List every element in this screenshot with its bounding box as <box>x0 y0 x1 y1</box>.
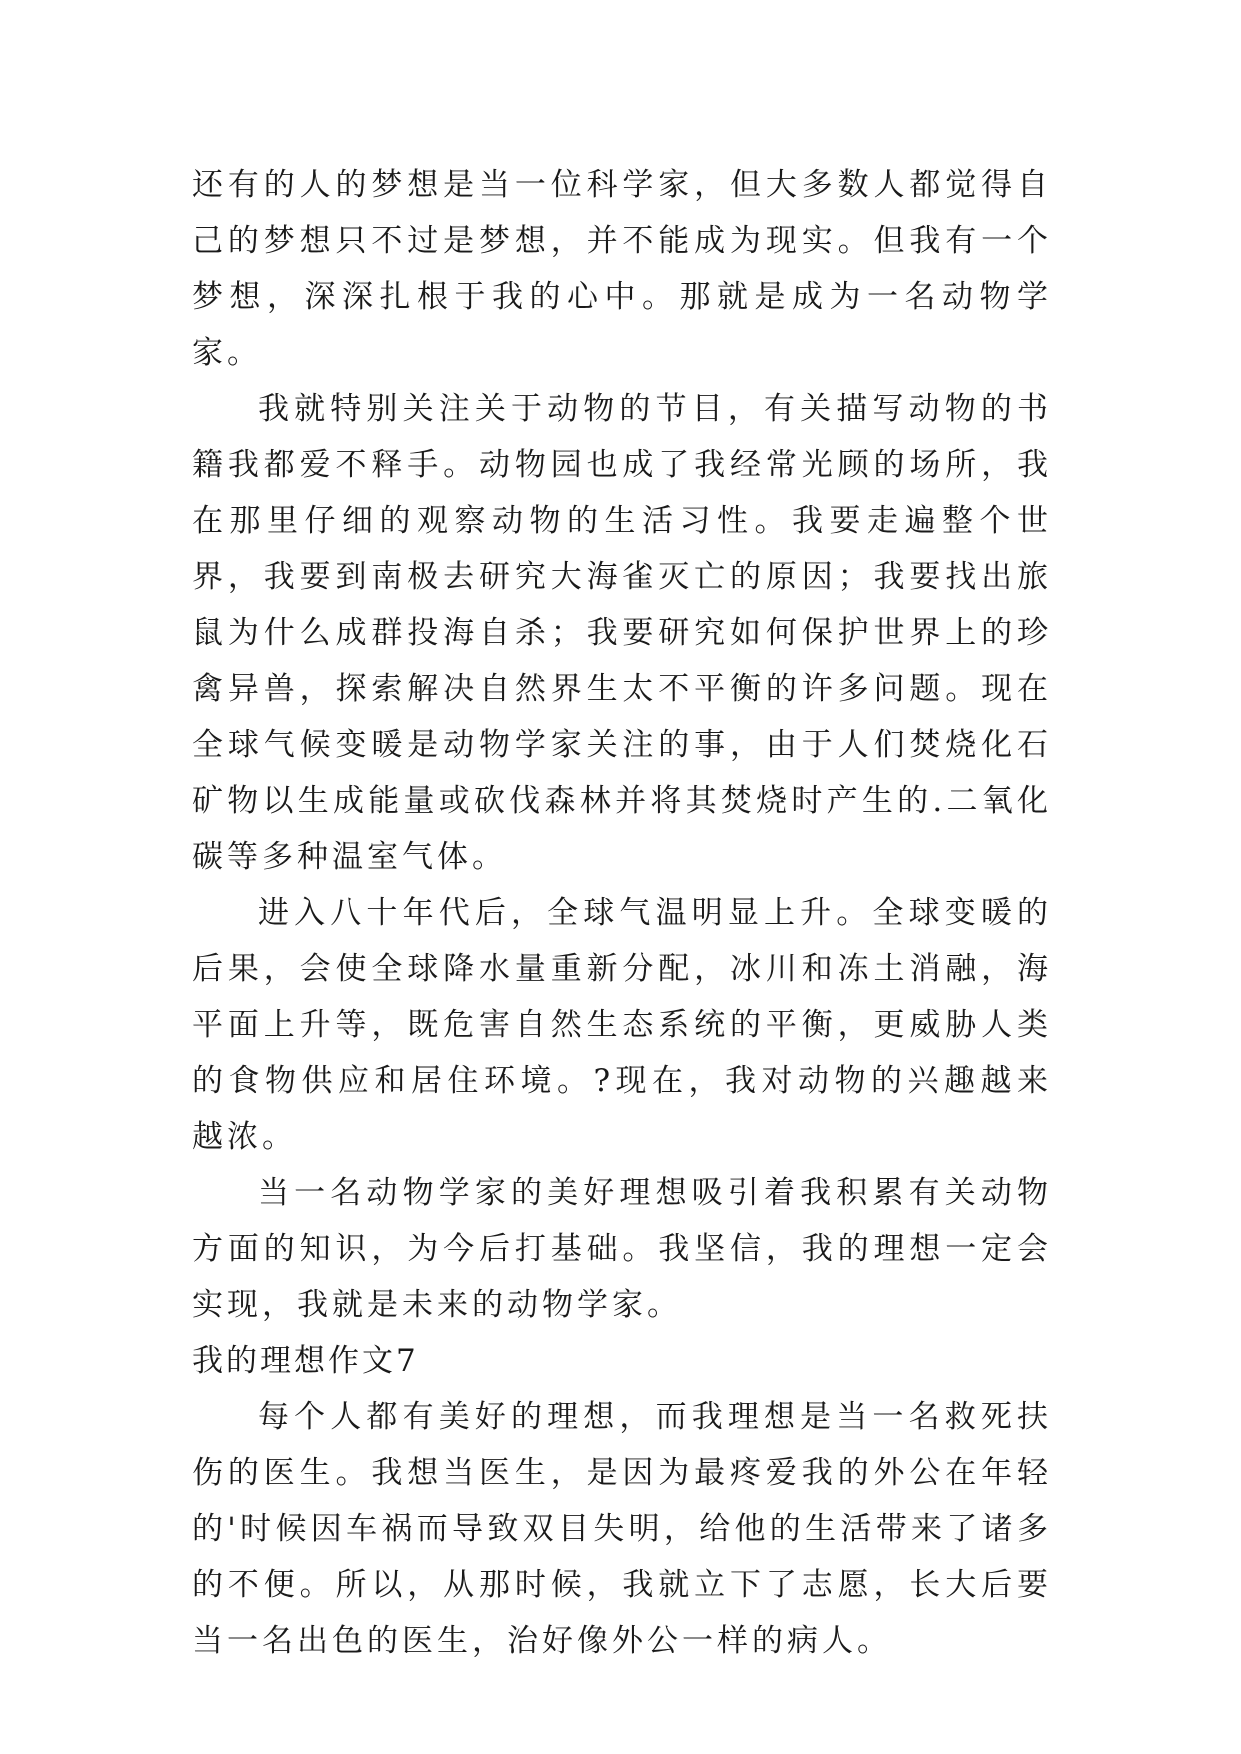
paragraph-conclusion: 当一名动物学家的美好理想吸引着我积累有关动物方面的知识，为今后打基础。我坚信，我的理想一定会实现，我就是未来的动物学家。 <box>192 1175 1052 1323</box>
paragraph-global-warming: 进入八十年代后，全球气温明显上升。全球变暖的后果，会使全球降水量重新分配，冰川和冻土消融，海平面上升等，既危害自然生态系统的平衡，更威胁人类的食物供应和居住环境。?现在，我对动物的兴趣越来越浓。 <box>192 895 1052 1155</box>
document-body <box>192 157 1052 1669</box>
essay-heading: 我的理想作文7 <box>192 1343 419 1379</box>
paragraph-doctor-dream: 每个人都有美好的理想，而我理想是当一名救死扶伤的医生。我想当医生，是因为最疼爱我的外公在年轻的'时候因车祸而导致双目失明，给他的生活带来了诸多的不便。所以，从那时候，我就立下了志愿，长大后要当一名出色的医生，治好像外公一样的病人。 <box>192 1399 1052 1659</box>
paragraph-intro: 还有的人的梦想是当一位科学家，但大多数人都觉得自己的梦想只不过是梦想，并不能成为现实。但我有一个梦想，深深扎根于我的心中。那就是成为一名动物学家。 <box>192 167 1052 371</box>
paragraph-animal-interest: 我就特别关注关于动物的节目，有关描写动物的书籍我都爱不释手。动物园也成了我经常光顾的场所，我在那里仔细的观察动物的生活习性。我要走遍整个世界，我要到南极去研究大海雀灭亡的原因；我要找出旅鼠为什么成群投海自杀；我要研究如何保护世界上的珍禽异兽，探索解决自然界生太不平衡的许多问题。现在全球气候变暖是动物学家关注的事，由于人们焚烧化石矿物以生成能量或砍伐森林并将其焚烧时产生的.二氧化碳等多种温室气体。 <box>192 391 1052 875</box>
